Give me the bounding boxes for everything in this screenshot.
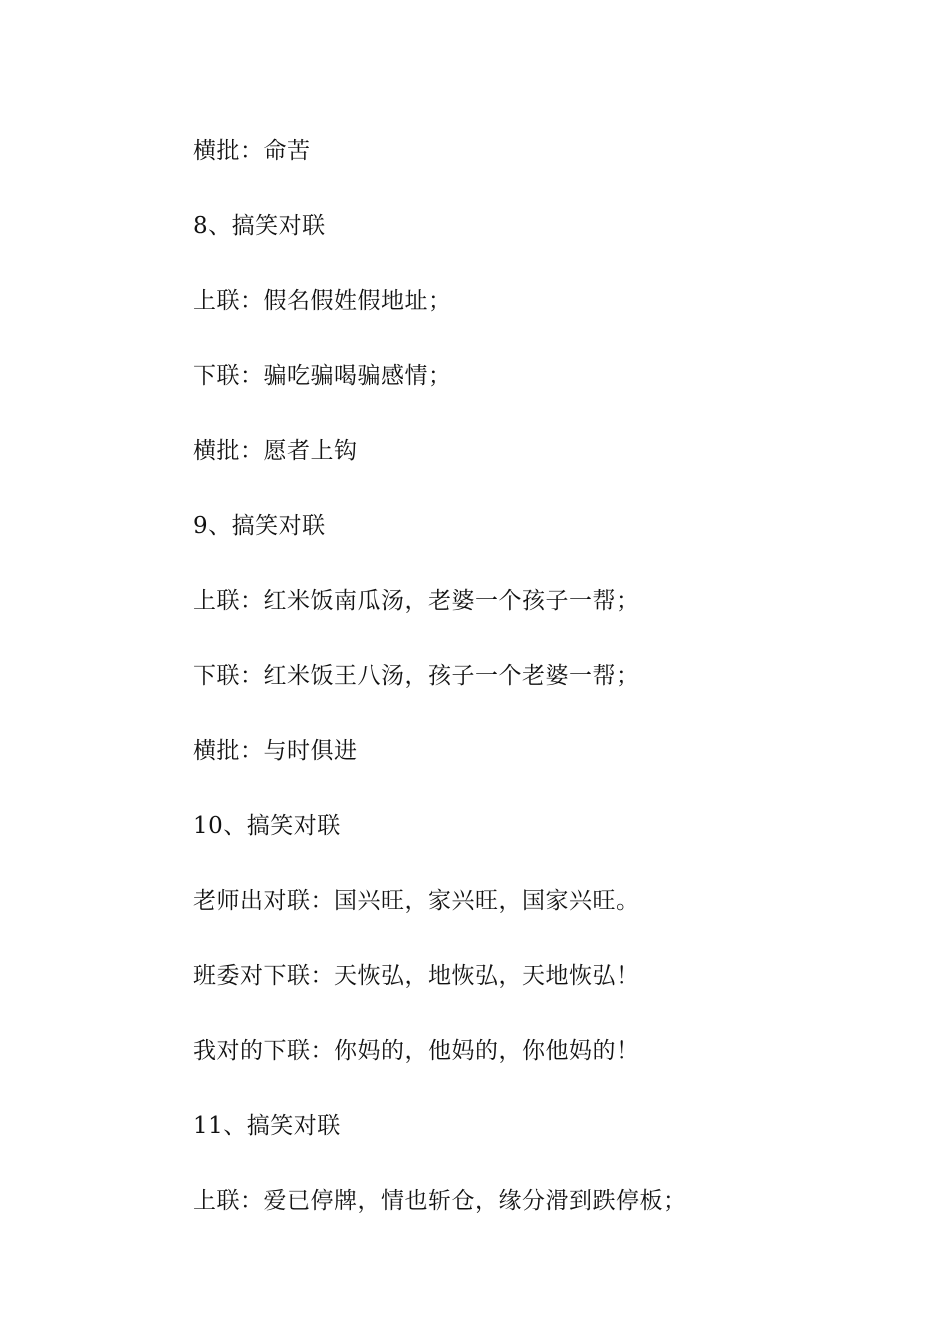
teacher-couplet-line: 老师出对联：国兴旺，家兴旺，国家兴旺。 bbox=[193, 888, 640, 914]
section-heading: 11、搞笑对联 bbox=[193, 1113, 341, 1139]
xia-lian-line: 下联：骗吃骗喝骗感情； bbox=[193, 363, 452, 389]
heng-pi-line: 横批：与时俱进 bbox=[193, 738, 358, 764]
class-committee-couplet-line: 班委对下联：天恢弘，地恢弘，天地恢弘！ bbox=[193, 963, 640, 989]
shang-lian-line: 上联：假名假姓假地址； bbox=[193, 288, 452, 314]
heng-pi-line: 横批：命苦 bbox=[193, 138, 311, 164]
section-heading: 10、搞笑对联 bbox=[193, 813, 341, 839]
section-heading: 8、搞笑对联 bbox=[193, 213, 326, 239]
xia-lian-line: 下联：红米饭王八汤，孩子一个老婆一帮； bbox=[193, 663, 640, 689]
document-body bbox=[193, 131, 893, 1256]
shang-lian-line: 上联：爱已停牌，情也斩仓，缘分滑到跌停板； bbox=[193, 1188, 687, 1214]
section-heading: 9、搞笑对联 bbox=[193, 513, 326, 539]
my-couplet-line: 我对的下联：你妈的，他妈的，你他妈的！ bbox=[193, 1038, 640, 1064]
heng-pi-line: 横批：愿者上钩 bbox=[193, 438, 358, 464]
shang-lian-line: 上联：红米饭南瓜汤，老婆一个孩子一帮； bbox=[193, 588, 640, 614]
